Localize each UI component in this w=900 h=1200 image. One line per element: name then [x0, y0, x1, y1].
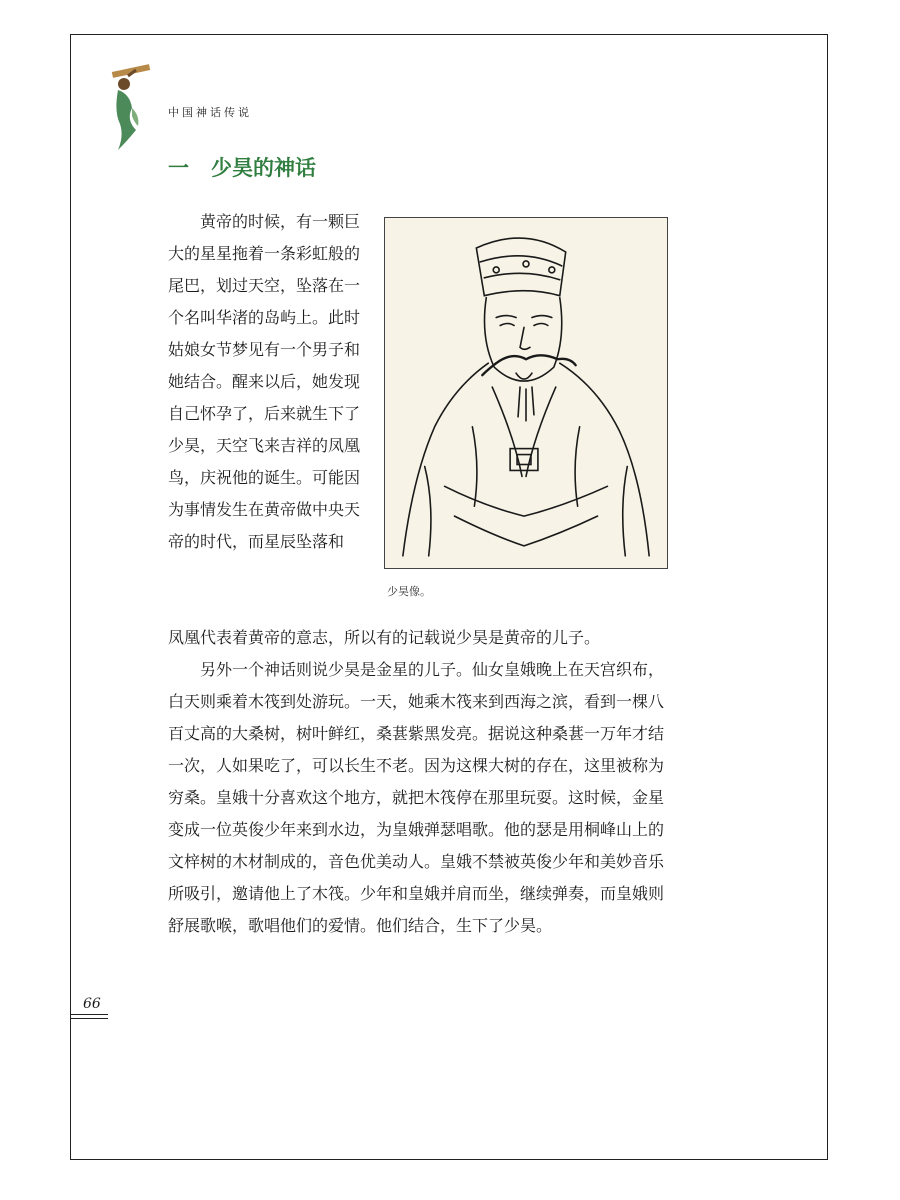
chapter-title: 少昊的神话: [211, 156, 316, 180]
wrapped-paragraph: [168, 206, 373, 558]
paragraph-1-wrapped: 黄帝的时候，有一颗巨大的星星拖着一条彩虹般的尾巴，划过天空，坠落在一个名叫华渚的岛屿上。此时姑娘女节梦见有一个男子和她结合。醒来以后，她发现自己怀孕了，后来就生下了少昊，天空飞来吉祥的凤凰鸟，庆祝他的诞生。可能因为事情发生在黄帝做中央天帝的时代，而星辰坠落和: [168, 212, 361, 551]
page-number: 66: [83, 996, 101, 1012]
shaohao-portrait-illustration: [384, 217, 668, 569]
paragraph-2: 另外一个神话则说少昊是金星的儿子。仙女皇娥晚上在天宫织布，白天则乘着木筏到处游玩。一天，她乘木筏来到西海之滨，看到一棵八百丈高的大桑树，树叶鲜红，桑葚紫黑发亮。据说这种桑葚一万年才结一次，人如果吃了，可以长生不老。因为这棵大树的存在，这里被称为穷桑。皇娥十分喜欢这个地方，就把木筏停在那里玩耍。这时候，金星变成一位英俊少年来到水边，为皇娥弹瑟唱歌。他的瑟是用桐峰山上的文梓树的木材制成的，音色优美动人。皇娥不禁被英俊少年和美妙音乐所吸引，邀请他上了木筏。少年和皇娥并肩而坐，继续弹奏，而皇娥则舒展歌喉，歌唱他们的爱情。他们结合，生下了少昊。: [168, 660, 665, 935]
flying-figure-icon: [106, 64, 156, 156]
page-number-rule: [70, 1018, 108, 1019]
page-frame: [70, 34, 828, 1160]
series-title: 中国神话传说: [168, 106, 252, 119]
chapter-number: 一: [168, 156, 189, 180]
paragraph-1-continued: 凤凰代表着黄帝的意志，所以有的记载说少昊是黄帝的儿子。: [168, 628, 601, 647]
chapter-heading: [168, 152, 316, 182]
full-width-text: [168, 622, 668, 942]
figure-caption: 少昊像。: [387, 585, 431, 598]
page-number-rule: [70, 1014, 108, 1015]
